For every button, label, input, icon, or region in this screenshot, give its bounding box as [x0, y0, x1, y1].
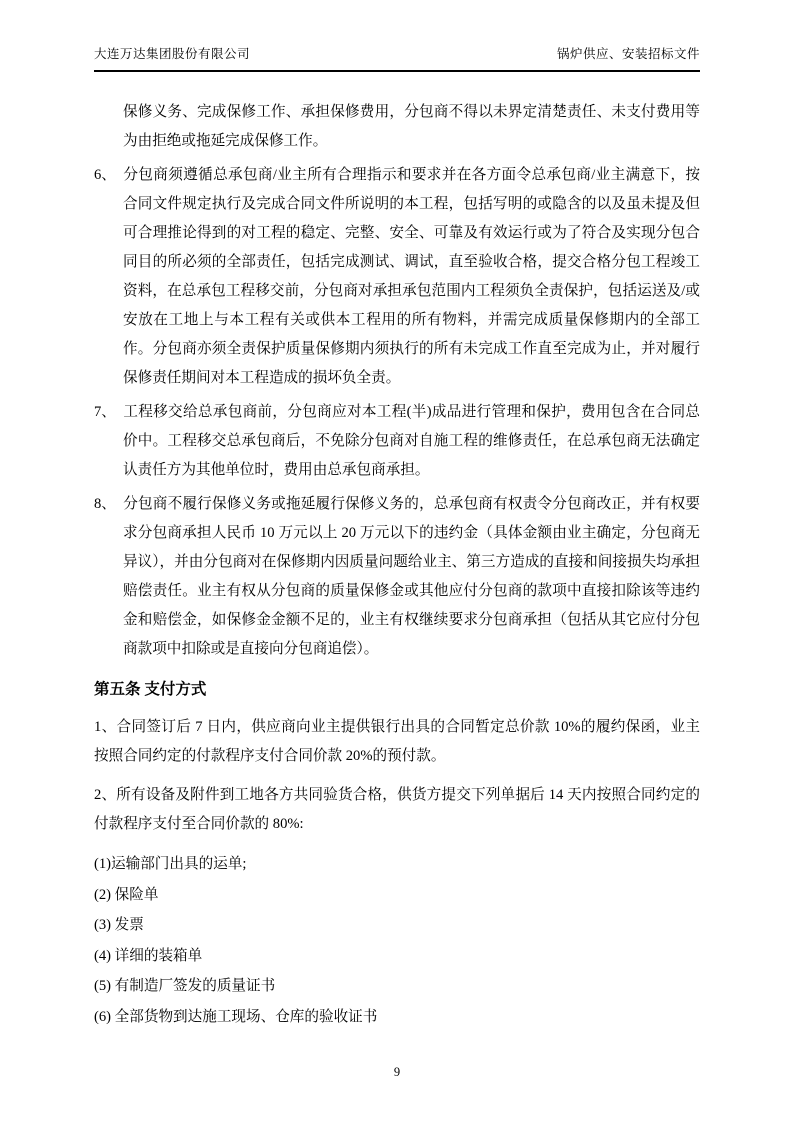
- item-text: 分包商不履行保修义务或拖延履行保修义务的，总承包商有权责令分包商改正，并有权要求分包商承担人民币 10 万元以上 20 万元以下的违约金（具体金额由业主确定，分包商无异议），并由分包商对在保修期内因质量问题给业主、第三方造成的直接和间接损失均承担赔偿责任。业主有权从分包商的质量保修金或其他应付分包商的款项中直接扣除该等违约金和赔偿金，如保修金金额不足的，业主有权继续要求分包商承担（包括从其它应付分包商款项中扣除或是直接向分包商追偿）。: [123, 496, 700, 657]
- header-company-name: 大连万达集团股份有限公司: [94, 47, 251, 61]
- numbered-item-6: [94, 161, 700, 393]
- numbered-item-7: [94, 398, 700, 485]
- page-footer: [0, 1065, 794, 1080]
- numbered-item-8: [94, 490, 700, 664]
- item-number: 8、: [94, 496, 116, 512]
- header-doc-title: 锅炉供应、安装招标文件: [556, 47, 700, 61]
- payment-paragraph-2: 2、所有设备及附件到工地各方共同验货合格，供货方提交下列单据后 14 天内按照合同约定的付款程序支付至合同价款的 80%:: [94, 787, 700, 832]
- page-number: 9: [393, 1065, 401, 1079]
- section-heading-article5: 第五条 支付方式: [94, 681, 207, 698]
- item-text: 分包商须遵循总承包商/业主所有合理指示和要求并在各方面令总承包商/业主满意下，按合同文件规定执行及完成合同文件所说明的本工程，包括写明的或隐含的以及虽未提及但可合理推论得到的对工程的稳定、完整、安全、可靠及有效运行或为了符合及实现分包合同目的所必须的全部责任，包括完成测试、调试，直至验收合格，提交合格分包工程竣工资料，在总承包工程移交前，分包商对承担承包范围内工程须负全责保护，包括运送及/或安放在工地上与本工程有关或供本工程用的所有物料，并需完成质量保修期内的全部工作。分包商亦须全责保护质量保修期内须执行的所有未完成工作直至完成为止，并对履行保修责任期间对本工程造成的损坏负全责。: [123, 167, 700, 386]
- document-list-item-3: (3) 发票: [94, 917, 144, 933]
- item-text: 工程移交给总承包商前，分包商应对本工程(半)成品进行管理和保护，费用包含在合同总价中。工程移交总承包商后，不免除分包商对自施工程的维修责任，在总承包商无法确定认责任方为其他单位时，费用由总承包商承担。: [123, 404, 700, 478]
- item-number: 6、: [94, 167, 116, 183]
- document-list-item-2: (2) 保险单: [94, 886, 159, 903]
- page-header: [94, 44, 700, 72]
- document-list-item-6: (6) 全部货物到达施工现场、仓库的验收证书: [94, 1008, 378, 1025]
- item-number: 7、: [94, 404, 116, 420]
- document-body: [94, 98, 700, 1032]
- document-list-item-4: (4) 详细的装箱单: [94, 947, 203, 964]
- document-list-item-1: (1)运输部门出具的运单;: [94, 856, 247, 872]
- payment-paragraph-1: 1、合同签订后 7 日内，供应商向业主提供银行出具的合同暂定总价款 10%的履约保函，业主按照合同约定的付款程序支付合同价款 20%的预付款。: [94, 719, 700, 764]
- continuation-paragraph: 保修义务、完成保修工作、承担保修费用，分包商不得以未界定清楚责任、未支付费用等为由拒绝或拖延完成保修工作。: [123, 104, 700, 149]
- document-list-item-5: (5) 有制造厂签发的质量证书: [94, 978, 276, 994]
